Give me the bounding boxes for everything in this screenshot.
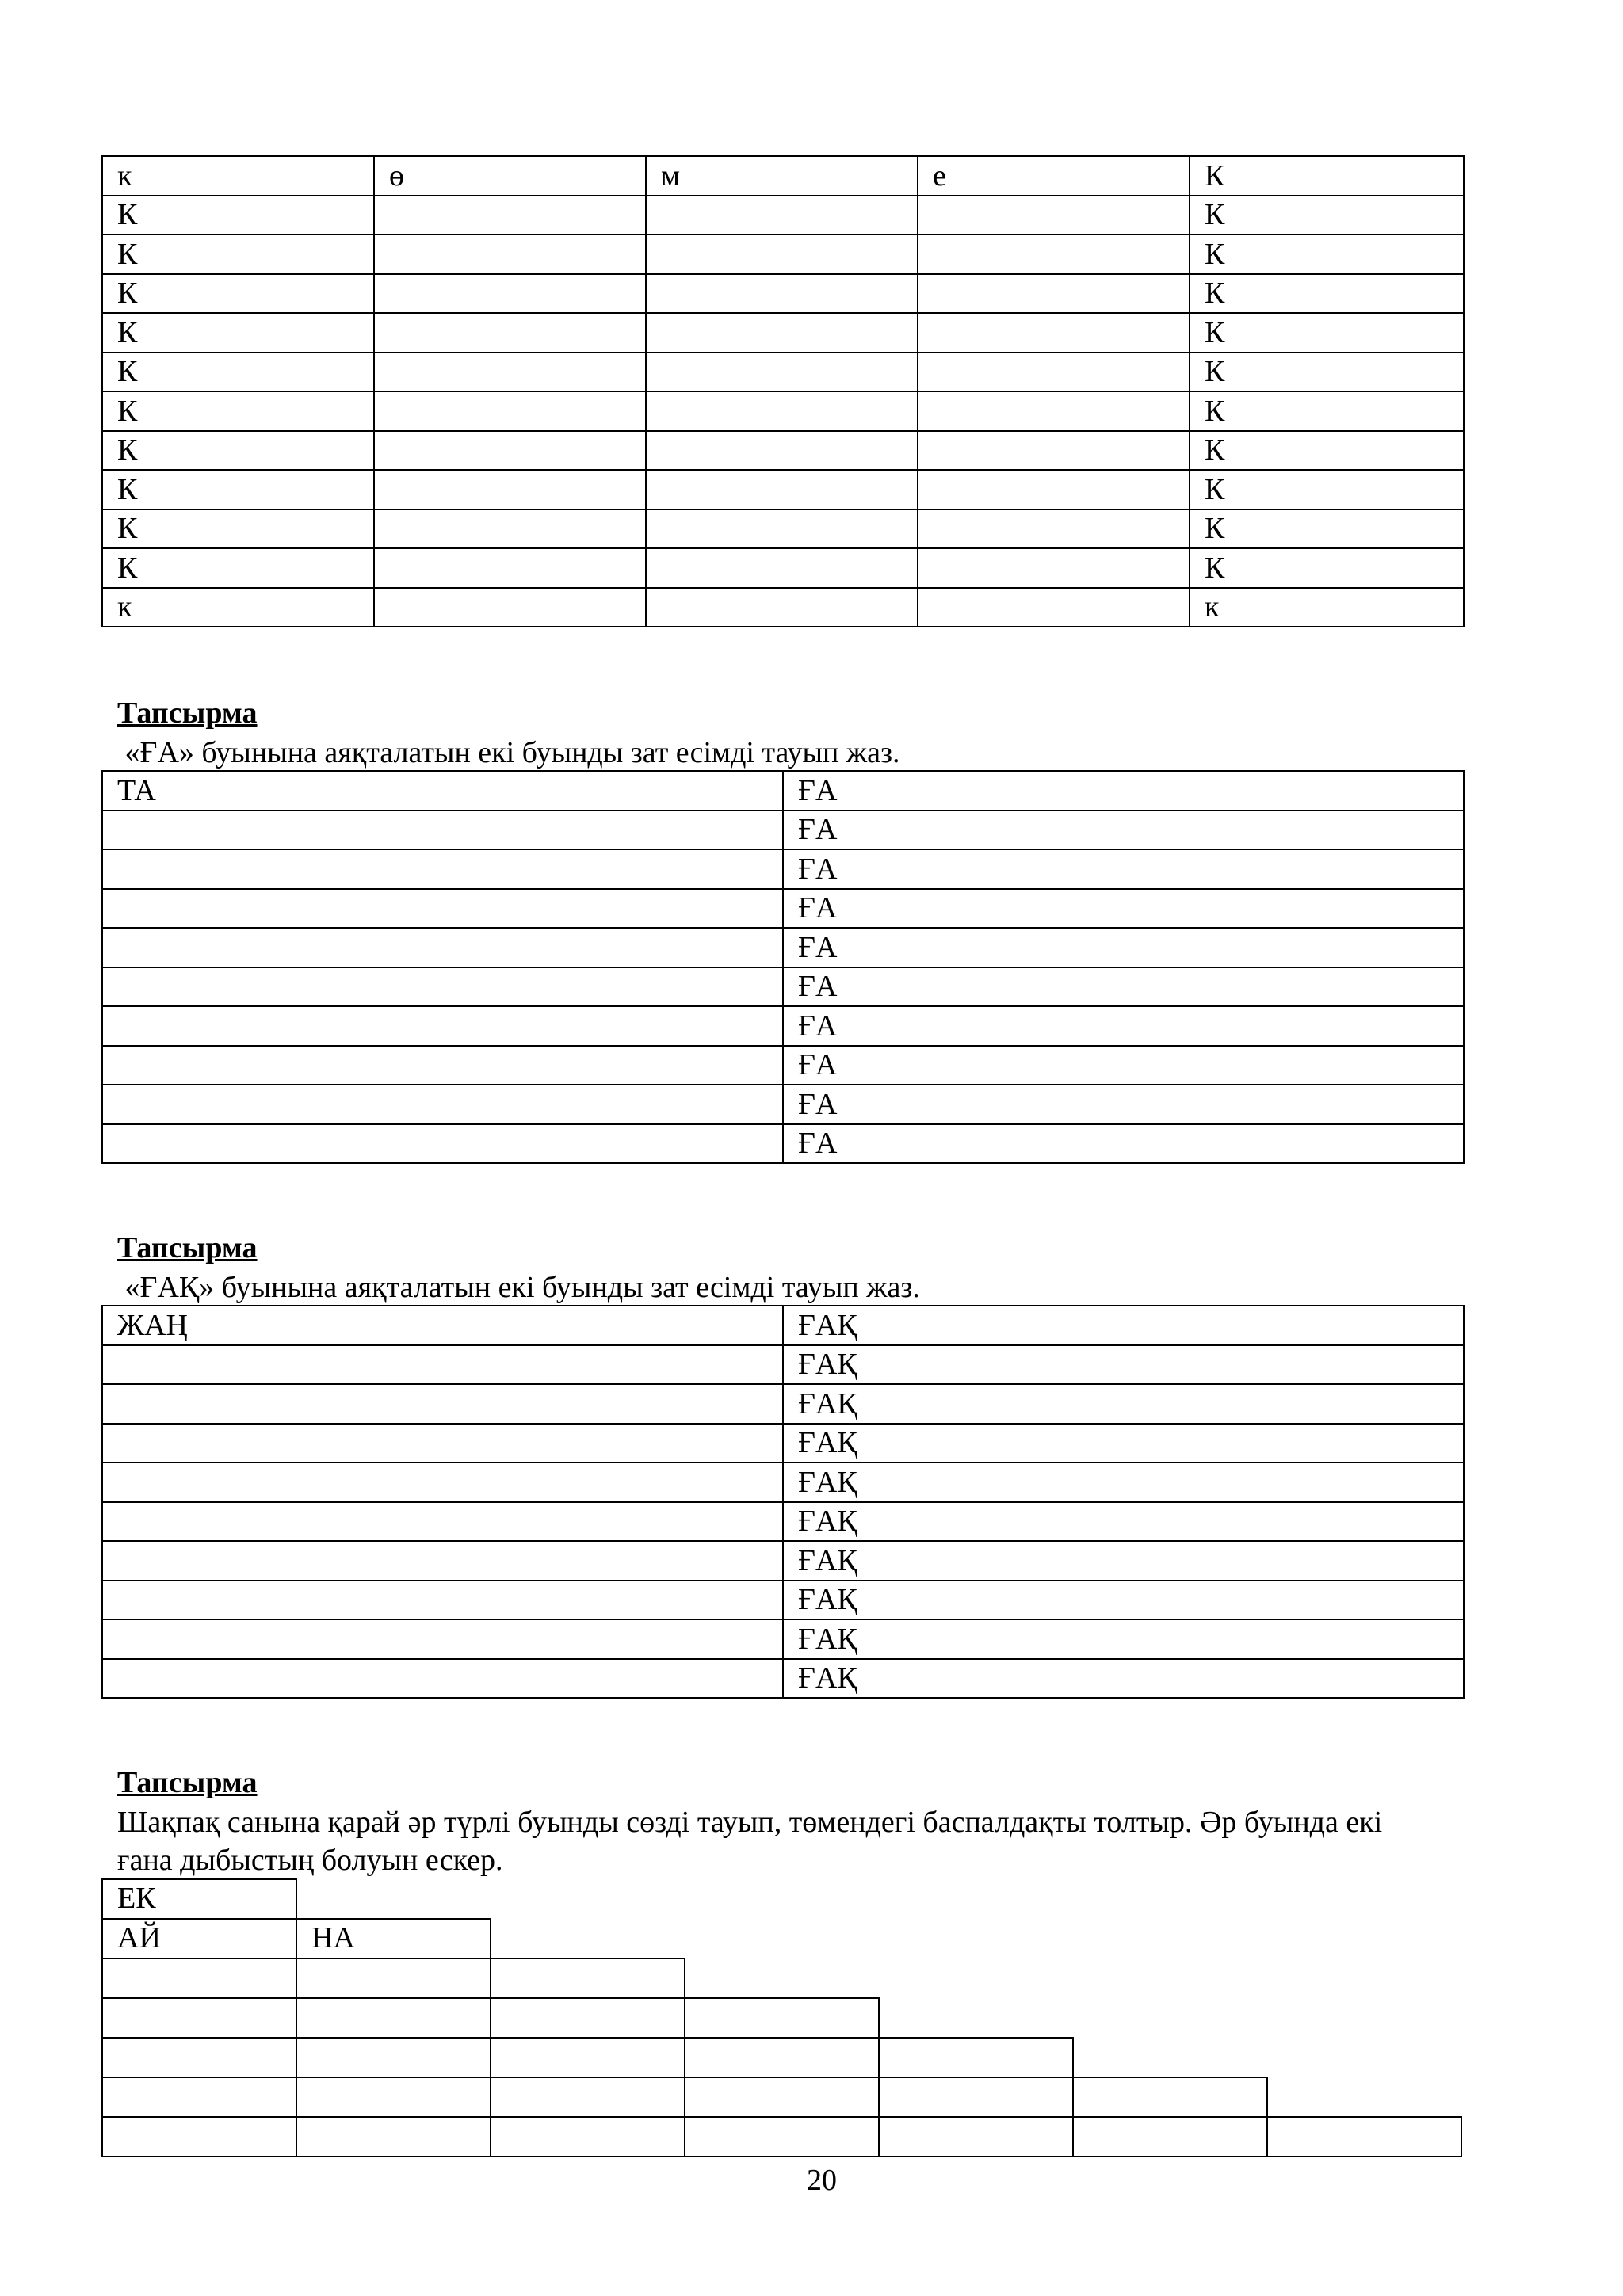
- page-number: 20: [807, 2164, 837, 2197]
- table-cell: ҒАҚ: [783, 1424, 1464, 1463]
- table-cell: [374, 274, 646, 314]
- table-cell: ҒАҚ: [783, 1345, 1464, 1385]
- table-cell: ҒА: [783, 1124, 1464, 1164]
- table-cell: [374, 431, 646, 471]
- table-row: [102, 588, 1464, 627]
- task2-instruction: «ҒА» буынына аяқталатын екі буынды зат есімді тауып жаз.: [117, 736, 900, 769]
- table-cell: [374, 548, 646, 588]
- table-cell: [102, 1541, 783, 1581]
- stair-box: [1266, 2116, 1462, 2157]
- table-cell: к: [102, 588, 374, 627]
- table-row: [102, 1502, 1464, 1542]
- table-cell: [646, 353, 918, 392]
- table-row: [102, 1463, 1464, 1502]
- stair-box: [101, 2116, 297, 2157]
- ga-syllable-body: [102, 771, 1464, 1163]
- table-cell: К: [102, 353, 374, 392]
- table-cell: [102, 1581, 783, 1620]
- table-cell: [102, 1345, 783, 1385]
- table-row: [102, 1046, 1464, 1085]
- table-cell: [102, 810, 783, 850]
- stair-box: [101, 1997, 297, 2039]
- stair-box: [878, 2116, 1074, 2157]
- table-cell: ҒАҚ: [783, 1502, 1464, 1542]
- table-cell: К: [1190, 391, 1464, 431]
- table-row: [102, 928, 1464, 967]
- table-row: [102, 1659, 1464, 1699]
- stair-box: [684, 2037, 880, 2078]
- table-cell: [646, 274, 918, 314]
- table-cell: [102, 928, 783, 967]
- table-cell: е: [918, 156, 1190, 196]
- stair-box: [296, 1997, 491, 2039]
- table-cell: [102, 1424, 783, 1463]
- gaq-syllable-body: [102, 1306, 1464, 1698]
- table-cell: ҒА: [783, 1006, 1464, 1046]
- table-cell: К: [1190, 274, 1464, 314]
- table-row: [102, 313, 1464, 353]
- table-cell: К: [102, 313, 374, 353]
- table-cell: ҒАҚ: [783, 1306, 1464, 1345]
- letter-grid-body: [102, 156, 1464, 627]
- table-cell: [102, 1384, 783, 1424]
- table-cell: [646, 196, 918, 235]
- table-row: [102, 889, 1464, 929]
- table-row: [102, 196, 1464, 235]
- table-cell: [646, 235, 918, 274]
- table-cell: К: [102, 548, 374, 588]
- table-cell: ҒАҚ: [783, 1619, 1464, 1659]
- table-row: [102, 810, 1464, 850]
- stair-box: ЕК: [101, 1878, 297, 1920]
- stair-box: [684, 2116, 880, 2157]
- stair-box: [101, 2077, 297, 2118]
- stair-box: [296, 2116, 491, 2157]
- task3-heading: Тапсырма: [117, 1231, 258, 1264]
- table-cell: [374, 509, 646, 549]
- ga-syllable-table: [101, 770, 1465, 1164]
- table-row: [102, 1619, 1464, 1659]
- table-cell: ҒА: [783, 849, 1464, 889]
- table-cell: К: [1190, 509, 1464, 549]
- table-cell: [646, 509, 918, 549]
- table-cell: ҒА: [783, 967, 1464, 1007]
- table-cell: [102, 849, 783, 889]
- table-cell: [102, 1124, 783, 1164]
- table-cell: [646, 313, 918, 353]
- table-cell: ҒАҚ: [783, 1384, 1464, 1424]
- table-cell: [918, 235, 1190, 274]
- table-cell: ҒА: [783, 889, 1464, 929]
- task4-heading: Тапсырма: [117, 1766, 258, 1799]
- stair-box: [1072, 2116, 1268, 2157]
- table-cell: К: [1190, 313, 1464, 353]
- table-cell: ЖАҢ: [102, 1306, 783, 1345]
- table-cell: [102, 1659, 783, 1699]
- table-row: [102, 235, 1464, 274]
- table-cell: [646, 588, 918, 627]
- table-row: [102, 1541, 1464, 1581]
- task4-instruction-line2: ғана дыбыстың болуын ескер.: [117, 1844, 503, 1877]
- task2-heading: Тапсырма: [117, 696, 258, 730]
- table-cell: ҒА: [783, 771, 1464, 810]
- table-cell: [374, 235, 646, 274]
- table-cell: [918, 196, 1190, 235]
- table-row: [102, 849, 1464, 889]
- table-row: [102, 509, 1464, 549]
- stair-box: [101, 2037, 297, 2078]
- table-row: [102, 1384, 1464, 1424]
- table-cell: ҒА: [783, 928, 1464, 967]
- table-row: [102, 1085, 1464, 1124]
- table-cell: К: [102, 391, 374, 431]
- table-row: [102, 967, 1464, 1007]
- table-cell: [102, 1085, 783, 1124]
- table-cell: К: [102, 196, 374, 235]
- table-row: [102, 1345, 1464, 1385]
- table-cell: [918, 588, 1190, 627]
- table-cell: К: [1190, 196, 1464, 235]
- table-cell: [918, 431, 1190, 471]
- table-cell: К: [1190, 353, 1464, 392]
- table-row: [102, 1124, 1464, 1164]
- table-row: [102, 156, 1464, 196]
- stair-box: [296, 2077, 491, 2118]
- table-cell: [918, 470, 1190, 509]
- table-cell: К: [102, 274, 374, 314]
- table-cell: ҒАҚ: [783, 1659, 1464, 1699]
- stair-box: [1072, 2077, 1268, 2118]
- stair-box: [101, 1958, 297, 1999]
- table-row: [102, 1581, 1464, 1620]
- table-row: [102, 353, 1464, 392]
- table-cell: к: [102, 156, 374, 196]
- stair-box: [490, 2077, 685, 2118]
- table-row: [102, 470, 1464, 509]
- table-row: [102, 1424, 1464, 1463]
- table-cell: ҒАҚ: [783, 1581, 1464, 1620]
- gaq-syllable-table: [101, 1305, 1465, 1699]
- table-cell: ТА: [102, 771, 783, 810]
- table-cell: ҒАҚ: [783, 1541, 1464, 1581]
- stair-box: [490, 2116, 685, 2157]
- table-cell: [918, 548, 1190, 588]
- stair-box: [878, 2077, 1074, 2118]
- table-cell: [102, 1046, 783, 1085]
- table-cell: [374, 470, 646, 509]
- table-cell: [102, 967, 783, 1007]
- table-cell: [918, 353, 1190, 392]
- table-cell: [646, 431, 918, 471]
- table-cell: [102, 1619, 783, 1659]
- table-cell: К: [1190, 470, 1464, 509]
- task3-instruction: «ҒАҚ» буынына аяқталатын екі буынды зат есімді тауып жаз.: [117, 1271, 920, 1304]
- table-cell: [918, 313, 1190, 353]
- table-cell: [918, 274, 1190, 314]
- stair-box: НА: [296, 1918, 491, 1959]
- table-cell: К: [102, 470, 374, 509]
- table-cell: [374, 196, 646, 235]
- table-cell: ө: [374, 156, 646, 196]
- table-cell: [918, 509, 1190, 549]
- table-cell: ҒА: [783, 1046, 1464, 1085]
- stair-box: [878, 2037, 1074, 2078]
- table-cell: [646, 548, 918, 588]
- table-cell: К: [102, 235, 374, 274]
- table-row: [102, 548, 1464, 588]
- table-cell: м: [646, 156, 918, 196]
- table-cell: [374, 588, 646, 627]
- stair-box: [490, 1958, 685, 1999]
- table-row: [102, 274, 1464, 314]
- table-cell: [102, 1006, 783, 1046]
- table-cell: [646, 470, 918, 509]
- table-row: [102, 431, 1464, 471]
- stair-box: [684, 1997, 880, 2039]
- stair-box: АЙ: [101, 1918, 297, 1959]
- table-cell: ҒА: [783, 810, 1464, 850]
- table-cell: К: [1190, 548, 1464, 588]
- stair-box: [490, 2037, 685, 2078]
- table-cell: К: [102, 509, 374, 549]
- stair-box: [296, 2037, 491, 2078]
- table-cell: ҒА: [783, 1085, 1464, 1124]
- table-row: [102, 771, 1464, 810]
- table-cell: К: [1190, 235, 1464, 274]
- table-cell: [374, 391, 646, 431]
- table-cell: К: [102, 431, 374, 471]
- table-cell: [918, 391, 1190, 431]
- table-cell: ҒАҚ: [783, 1463, 1464, 1502]
- table-cell: К: [1190, 431, 1464, 471]
- task4-instruction-line1: Шақпақ санына қарай әр түрлі буынды сөзді тауып, төмендегі баспалдақты толтыр. Әр буында екі: [117, 1806, 1383, 1839]
- table-cell: [102, 889, 783, 929]
- table-cell: [374, 353, 646, 392]
- table-cell: к: [1190, 588, 1464, 627]
- table-cell: [102, 1502, 783, 1542]
- table-row: [102, 391, 1464, 431]
- table-cell: К: [1190, 156, 1464, 196]
- stair-box: [684, 2077, 880, 2118]
- table-row: [102, 1306, 1464, 1345]
- letter-grid-table: [101, 155, 1465, 627]
- table-cell: [646, 391, 918, 431]
- stair-box: [490, 1997, 685, 2039]
- table-cell: [102, 1463, 783, 1502]
- table-cell: [374, 313, 646, 353]
- table-row: [102, 1006, 1464, 1046]
- stair-box: [296, 1958, 491, 1999]
